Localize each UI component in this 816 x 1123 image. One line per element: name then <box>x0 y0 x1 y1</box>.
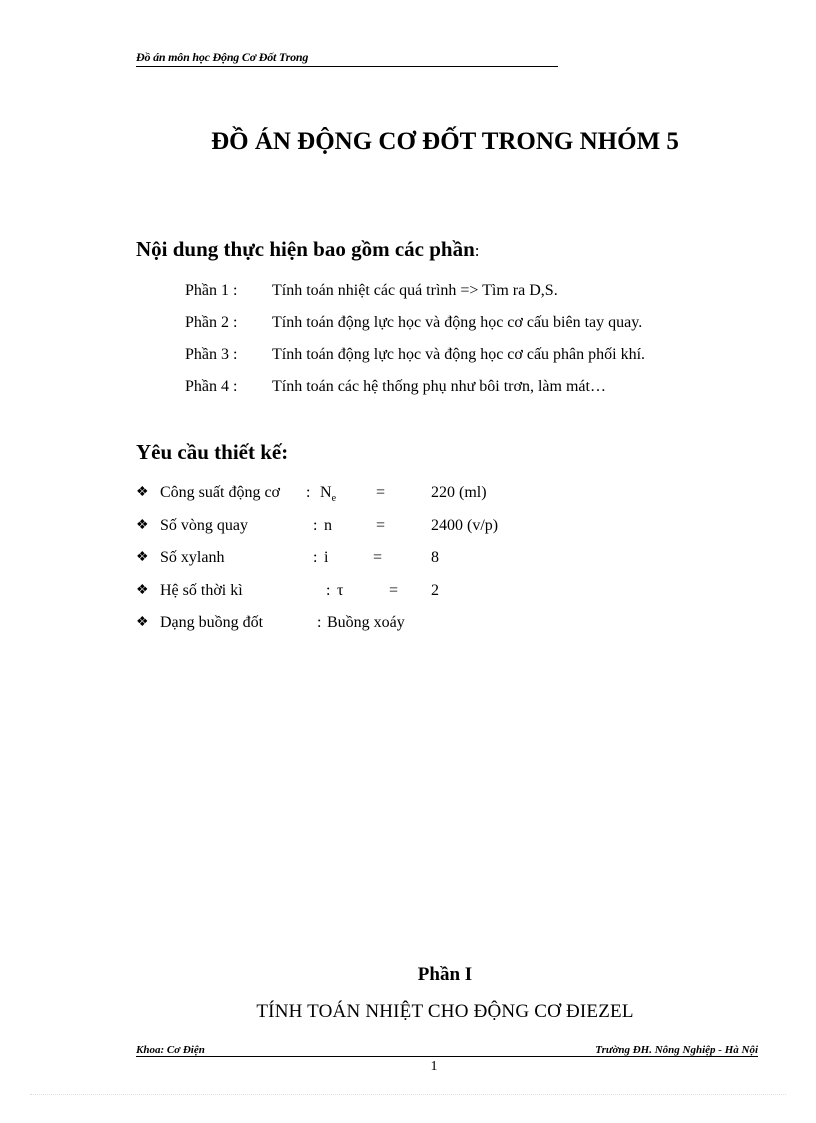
list-item <box>185 344 645 376</box>
spec-symbol: τ <box>337 581 344 599</box>
footer-left: Khoa: Cơ Điện <box>136 1044 205 1056</box>
bullet-icon: ❖ <box>136 517 149 533</box>
list-item <box>185 376 645 408</box>
spec-equals: = <box>376 516 386 534</box>
spec-value: 220 (ml) <box>431 484 487 501</box>
bullet-icon: ❖ <box>136 550 149 565</box>
content-section-heading <box>136 237 479 262</box>
part-text: Tính toán nhiệt các quá trình => Tìm ra D,S. <box>272 282 558 299</box>
list-item <box>185 280 645 312</box>
part-label: Phần 4 : <box>185 378 238 395</box>
spec-separator: : <box>313 516 318 534</box>
symbol-subscript: e <box>331 493 337 505</box>
parts-list <box>185 280 645 408</box>
spec-value: Buồng xoáy <box>327 614 405 631</box>
content-heading-colon: : <box>474 241 480 260</box>
bullet-icon: ❖ <box>136 582 149 598</box>
spec-equals: = <box>376 484 386 501</box>
part-heading: Phần I <box>417 964 473 985</box>
page-number: 1 <box>430 1059 438 1074</box>
content-heading-text: Nội dung thực hiện bao gồm các phần <box>136 237 475 261</box>
spec-equals: = <box>373 549 383 566</box>
spec-label: Dạng buồng đốt <box>160 614 264 631</box>
design-section-heading: Yêu cầu thiết kế: <box>136 440 289 464</box>
part-label: Phần 2 : <box>185 314 238 331</box>
spec-equals: = <box>389 581 399 599</box>
list-item <box>185 312 645 344</box>
spec-symbol: n <box>324 516 332 534</box>
bullet-icon: ❖ <box>136 485 149 500</box>
part-text: Tính toán động lực học và động học cơ cấu phân phối khí. <box>272 346 646 363</box>
page-footer <box>136 1044 758 1057</box>
spec-label: Số vòng quay <box>160 516 248 534</box>
document-title: ĐỒ ÁN ĐỘNG CƠ ĐỐT TRONG NHÓM 5 <box>211 128 679 155</box>
page-edge-divider <box>30 1094 786 1095</box>
part-label: Phần 3 : <box>185 346 238 363</box>
spec-value: 2400 (v/p) <box>431 516 499 534</box>
spec-separator: : <box>317 614 322 631</box>
part-text: Tính toán động lực học và động học cơ cấu biên tay quay. <box>272 314 643 331</box>
footer-right: Trường ĐH. Nông Nghiệp - Hà Nội <box>595 1044 758 1056</box>
spec-label: Hệ số thời kì <box>160 581 243 599</box>
symbol-main: N <box>320 484 332 501</box>
spec-symbol <box>320 482 336 510</box>
spec-value: 2 <box>431 581 439 599</box>
spec-separator: : <box>313 549 318 566</box>
bullet-icon: ❖ <box>136 615 149 630</box>
spec-separator: : <box>326 581 331 599</box>
spec-value: 8 <box>431 549 439 566</box>
running-header: Đồ án môn học Động Cơ Đốt Trong <box>136 50 558 67</box>
part-subtitle: TÍNH TOÁN NHIỆT CHO ĐỘNG CƠ ĐIEZEL <box>256 1001 634 1022</box>
spec-label: Số xylanh <box>160 549 225 566</box>
spec-separator: : <box>306 484 311 501</box>
part-label: Phần 1 : <box>185 282 238 299</box>
spec-label: Công suất động cơ <box>160 484 281 501</box>
part-text: Tính toán các hệ thống phụ như bôi trơn, làm mát… <box>272 378 606 395</box>
spec-symbol: i <box>324 549 329 566</box>
